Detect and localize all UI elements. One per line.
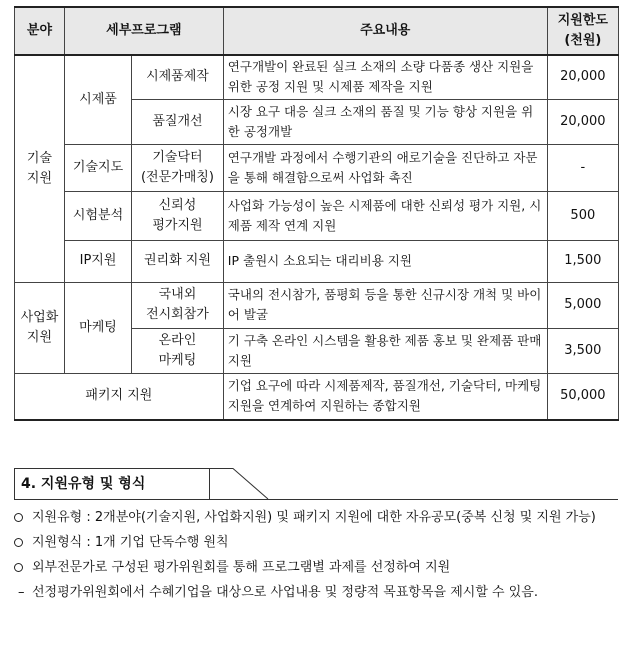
table-header-row xyxy=(15,7,619,55)
table-row xyxy=(15,282,619,328)
table-row xyxy=(15,240,619,282)
item-text: 외부전문가로 구성된 평가위원회를 통해 프로그램별 과제를 선정하여 지원 xyxy=(32,560,451,575)
list-item xyxy=(14,507,624,529)
limit-cell: 500 xyxy=(547,191,618,240)
content-cell: 연구개발 과정에서 수행기관의 애로기술을 진단하고 자문을 통해 해결함으로써 사업화 촉진 xyxy=(223,144,547,191)
table-row xyxy=(15,55,619,99)
limit-cell: 3,500 xyxy=(547,328,618,373)
group-guidance: 기술지도 xyxy=(64,144,131,191)
limit-cell: 50,000 xyxy=(547,373,618,420)
limit-cell: 1,500 xyxy=(547,240,618,282)
limit-cell: 20,000 xyxy=(547,99,618,144)
sub-program: 온라인 마케팅 xyxy=(132,328,224,373)
category-package: 패키지 지원 xyxy=(15,373,224,420)
sub-program: 기술닥터 (전문가매칭) xyxy=(132,144,224,191)
sub-program: 국내외 전시회참가 xyxy=(132,282,224,328)
group-test: 시험분석 xyxy=(64,191,131,240)
table-row xyxy=(15,191,619,240)
sub-program: 시제품제작 xyxy=(132,55,224,99)
item-text: 지원형식 : 1개 기업 단독수행 원칙 xyxy=(32,535,229,550)
header-program: 세부프로그램 xyxy=(64,7,223,55)
section-tab-shape xyxy=(209,468,269,500)
limit-cell: 20,000 xyxy=(547,55,618,99)
category-tech: 기술 지원 xyxy=(15,55,65,282)
group-marketing: 마케팅 xyxy=(64,282,131,373)
item-text: 지원유형 : 2개분야(기술지원, 사업화지원) 및 패키지 지원에 대한 자유공모(중복 신청 및 지원 가능) xyxy=(32,510,596,525)
category-biz: 사업화 지원 xyxy=(15,282,65,373)
header-field: 분야 xyxy=(15,7,65,55)
limit-cell: - xyxy=(547,144,618,191)
circle-bullet-icon xyxy=(14,513,23,522)
section-items xyxy=(14,507,624,604)
item-text: 선정평가위원회에서 수혜기업을 대상으로 사업내용 및 정량적 목표항목을 제시할 수 있음. xyxy=(32,585,538,600)
circle-bullet-icon xyxy=(14,538,23,547)
table-row xyxy=(15,144,619,191)
sub-program: 품질개선 xyxy=(132,99,224,144)
limit-cell: 5,000 xyxy=(547,282,618,328)
content-cell: 연구개발이 완료된 실크 소재의 소량 다품종 생산 지원을 위한 공정 지원 및 시제품 제작을 지원 xyxy=(223,55,547,99)
section-underline xyxy=(14,499,618,500)
list-item xyxy=(14,532,624,554)
header-limit: 지원한도 (천원) xyxy=(547,7,618,55)
list-item xyxy=(14,557,624,579)
content-cell: IP 출원시 소요되는 대리비용 지원 xyxy=(223,240,547,282)
sub-list-item xyxy=(14,582,624,604)
circle-bullet-icon xyxy=(14,563,23,572)
content-cell: 국내의 전시참가, 품평회 등을 통한 신규시장 개척 및 바이어 발굴 xyxy=(223,282,547,328)
group-prototype: 시제품 xyxy=(64,55,131,144)
sub-program: 권리화 지원 xyxy=(132,240,224,282)
content-cell: 기업 요구에 따라 시제품제작, 품질개선, 기술닥터, 마케팅지원을 연계하여 지원하는 종합지원 xyxy=(223,373,547,420)
table-row xyxy=(15,373,619,420)
support-program-table xyxy=(14,6,619,421)
sub-program: 신뢰성 평가지원 xyxy=(132,191,224,240)
dash-bullet-icon: – xyxy=(18,585,25,600)
content-cell: 기 구축 온라인 시스템을 활용한 제품 홍보 및 완제품 판매지원 xyxy=(223,328,547,373)
content-cell: 사업화 가능성이 높은 시제품에 대한 신뢰성 평가 지원, 시제품 제작 연계 지원 xyxy=(223,191,547,240)
section-title: 4. 지원유형 및 형식 xyxy=(14,468,210,500)
header-content: 주요내용 xyxy=(223,7,547,55)
group-ip: IP지원 xyxy=(64,240,131,282)
content-cell: 시장 요구 대응 실크 소재의 품질 및 기능 향상 지원을 위한 공정개발 xyxy=(223,99,547,144)
